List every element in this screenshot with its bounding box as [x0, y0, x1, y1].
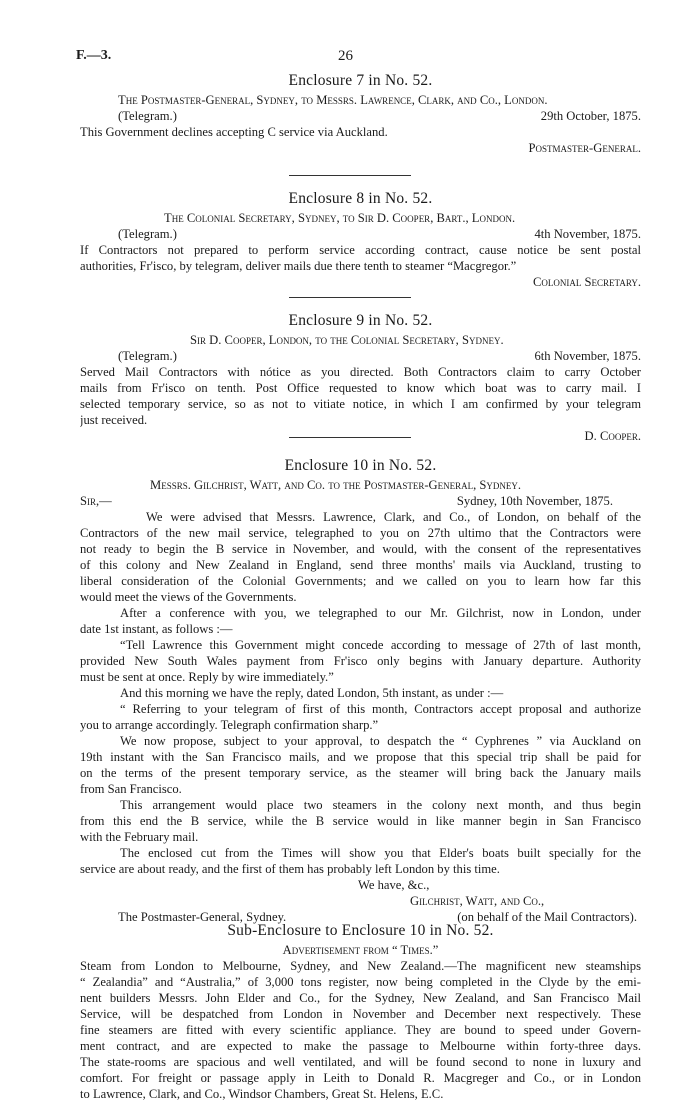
page-header: [0, 48, 700, 68]
advert-line: fine steamers are fitted with every scientific appliance. They are bound to speed under Govern-: [80, 1023, 641, 1037]
signature: Postmaster-General.: [528, 141, 641, 155]
enclosure-body: This Government declines accepting C service via Auckland.: [80, 125, 388, 139]
telegram-label: (Telegram.): [118, 349, 177, 363]
letter-line: from this end the B service, while the B service would in like manner begin in San Francisco: [80, 814, 641, 828]
body-line: authorities, Fr'isco, by telegram, deliver mails due there tenth to steamer “Macgregor.”: [80, 259, 517, 273]
signature: Colonial Secretary.: [533, 275, 641, 289]
advert-line: “ Zealandia” and “Australia,” of 3,000 tons register, now being completed in the Clyde by the emi-: [80, 975, 641, 989]
enclosure-title: Enclosure 9 in No. 52.: [288, 312, 433, 329]
telegram-label: (Telegram.): [118, 109, 177, 123]
telegram-date-row: [80, 226, 641, 242]
letter-line: After a conference with you, we telegraphed to our Mr. Gilchrist, now in London, under: [120, 606, 641, 620]
enclosure-address: Messrs. Gilchrist, Watt, and Co. to the Postmaster-General, Sydney.: [150, 478, 522, 492]
advert-line: ment contract, and are expected to make the passage to Melbourne within forty-three days.: [80, 1039, 641, 1053]
signature: D. Cooper.: [584, 429, 641, 443]
letter-line: liberal consideration of the Colonial Governments; and we called on you to learn how far this: [80, 574, 641, 588]
letter-line: must be sent at once. Reply by wire immediately.”: [80, 670, 334, 684]
telegram-date-row: [80, 108, 641, 124]
on-behalf-note: (on behalf of the Mail Contractors).: [457, 910, 637, 924]
letter-line: 19th instant with the San Francisco mails, and we propose that this special trip shall be paid for: [80, 750, 641, 764]
page-number: 26: [338, 48, 353, 64]
enclosure-date: 4th November, 1875.: [534, 227, 641, 241]
letter-line: This arrangement would place two steamers in the colony next month, and thus begin: [120, 798, 641, 812]
enclosure-date: 6th November, 1875.: [534, 349, 641, 363]
enclosure-title: Enclosure 7 in No. 52.: [288, 72, 433, 89]
letter-line: provided New South Wales payment from Fr'isco only begins with January departure. Authority: [80, 654, 641, 668]
advert-line: to Lawrence, Clark, and Co., Windsor Chambers, Great St. Helens, E.C.: [80, 1087, 444, 1101]
enclosure-title: Enclosure 10 in No. 52.: [284, 457, 437, 474]
letter-date: Sydney, 10th November, 1875.: [456, 494, 613, 508]
body-line: If Contractors not prepared to perform service according contract, cause notice be sent postal: [80, 243, 641, 257]
enclosure-8: [80, 190, 641, 290]
body-line: Served Mail Contractors with nótice as you directed. Both Contractors claim to carry October: [80, 365, 641, 379]
enclosure-address: The Postmaster-General, Sydney, to Messrs. Lawrence, Clark, and Co., London.: [118, 93, 548, 107]
section-divider: [289, 437, 411, 438]
letter-line: you to arrange accordingly. Telegraph confirmation sharp.”: [80, 718, 379, 732]
advert-line: nent builders Messrs. John Elder and Co., for the Sydney, New Zealand, and San Francisco Mail: [80, 991, 641, 1005]
telegram-date-row: [80, 348, 641, 364]
letter-line: on the terms of the present temporary service, as the steamer will bring back the January mails: [80, 766, 641, 780]
enclosure-address: The Colonial Secretary, Sydney, to Sir D. Cooper, Bart., London.: [164, 211, 516, 225]
salutation-date-row: [80, 493, 641, 509]
letter-line: would meet the views of the Governments.: [80, 590, 297, 604]
section-divider: [289, 175, 411, 176]
letter-line: not ready to begin the B service in November, and would, with the consent of the representatives: [80, 542, 641, 556]
document-code: F.—3.: [76, 48, 112, 63]
letter-line: “Tell Lawrence this Government might concede according to message of 27th of last month,: [120, 638, 641, 652]
sub-enclosure: [80, 922, 641, 1102]
enclosure-address: Sir D. Cooper, London, to the Colonial Secretary, Sydney.: [190, 333, 504, 347]
sub-enclosure-subtitle: Advertisement from “ Times.”: [282, 943, 439, 957]
addressee: The Postmaster-General, Sydney.: [118, 910, 287, 924]
letter-line: date 1st instant, as follows :—: [80, 622, 233, 636]
closing: We have, &c.,: [358, 878, 430, 892]
advert-line: Service, will be despatched from London in November and December next respectively. These: [80, 1007, 641, 1021]
letter-line: And this morning we have the reply, dated London, 5th instant, as under :—: [120, 686, 504, 700]
advert-line: The state-rooms are spacious and well ventilated, and will be found second to none in luxury and: [80, 1055, 641, 1069]
enclosure-date: 29th October, 1875.: [540, 109, 641, 123]
letter-line: The enclosed cut from the Times will show you that Elder's boats built specially for the: [120, 846, 641, 860]
advert-line: comfort. For freight or passage apply in Leith to Donald R. Macgreger and Co., or in London: [80, 1071, 641, 1085]
body-line: mails from Fr'isco on tenth. Post Office requested to know which boat was to carry mail. I: [80, 381, 641, 395]
letter-line: “ Referring to your telegram of first of this month, Contractors accept proposal and authorize: [120, 702, 641, 716]
letter-line: We now propose, subject to your approval, to despatch the “ Cyphrenes ” via Auckland on: [120, 734, 641, 748]
enclosure-10: [80, 457, 641, 925]
enclosure-9: [80, 312, 641, 444]
enclosure-title: Enclosure 8 in No. 52.: [288, 190, 433, 207]
sub-enclosure-title: Sub-Enclosure to Enclosure 10 in No. 52.: [227, 922, 494, 939]
telegram-label: (Telegram.): [118, 227, 177, 241]
letter-line: from San Francisco.: [80, 782, 182, 796]
body-line: just received.: [80, 413, 148, 427]
signatory: Gilchrist, Watt, and Co.,: [410, 894, 545, 908]
salutation: Sir,—: [80, 494, 112, 508]
letter-line: We were advised that Messrs. Lawrence, Clark, and Co., of London, on behalf of the: [146, 510, 641, 524]
enclosure-7: [80, 72, 641, 156]
letter-line: service are about ready, and the first of them has probably left London by this time.: [80, 862, 500, 876]
advert-line: Steam from London to Melbourne, Sydney, and New Zealand.—The magnificent new steamships: [80, 959, 641, 973]
letter-line: Contractors of the new mail service, telegraphed to you on 27th ultimo that the Contractors were: [80, 526, 641, 540]
letter-line: of this colony and New Zealand in England, send three months' mails via Auckland, trusting to: [80, 558, 641, 572]
body-line: selected temporary service, so as not to vitiate notice, in which I am confirmed by your telegram: [80, 397, 641, 411]
letter-line: with the February mail.: [80, 830, 199, 844]
section-divider: [289, 297, 411, 298]
